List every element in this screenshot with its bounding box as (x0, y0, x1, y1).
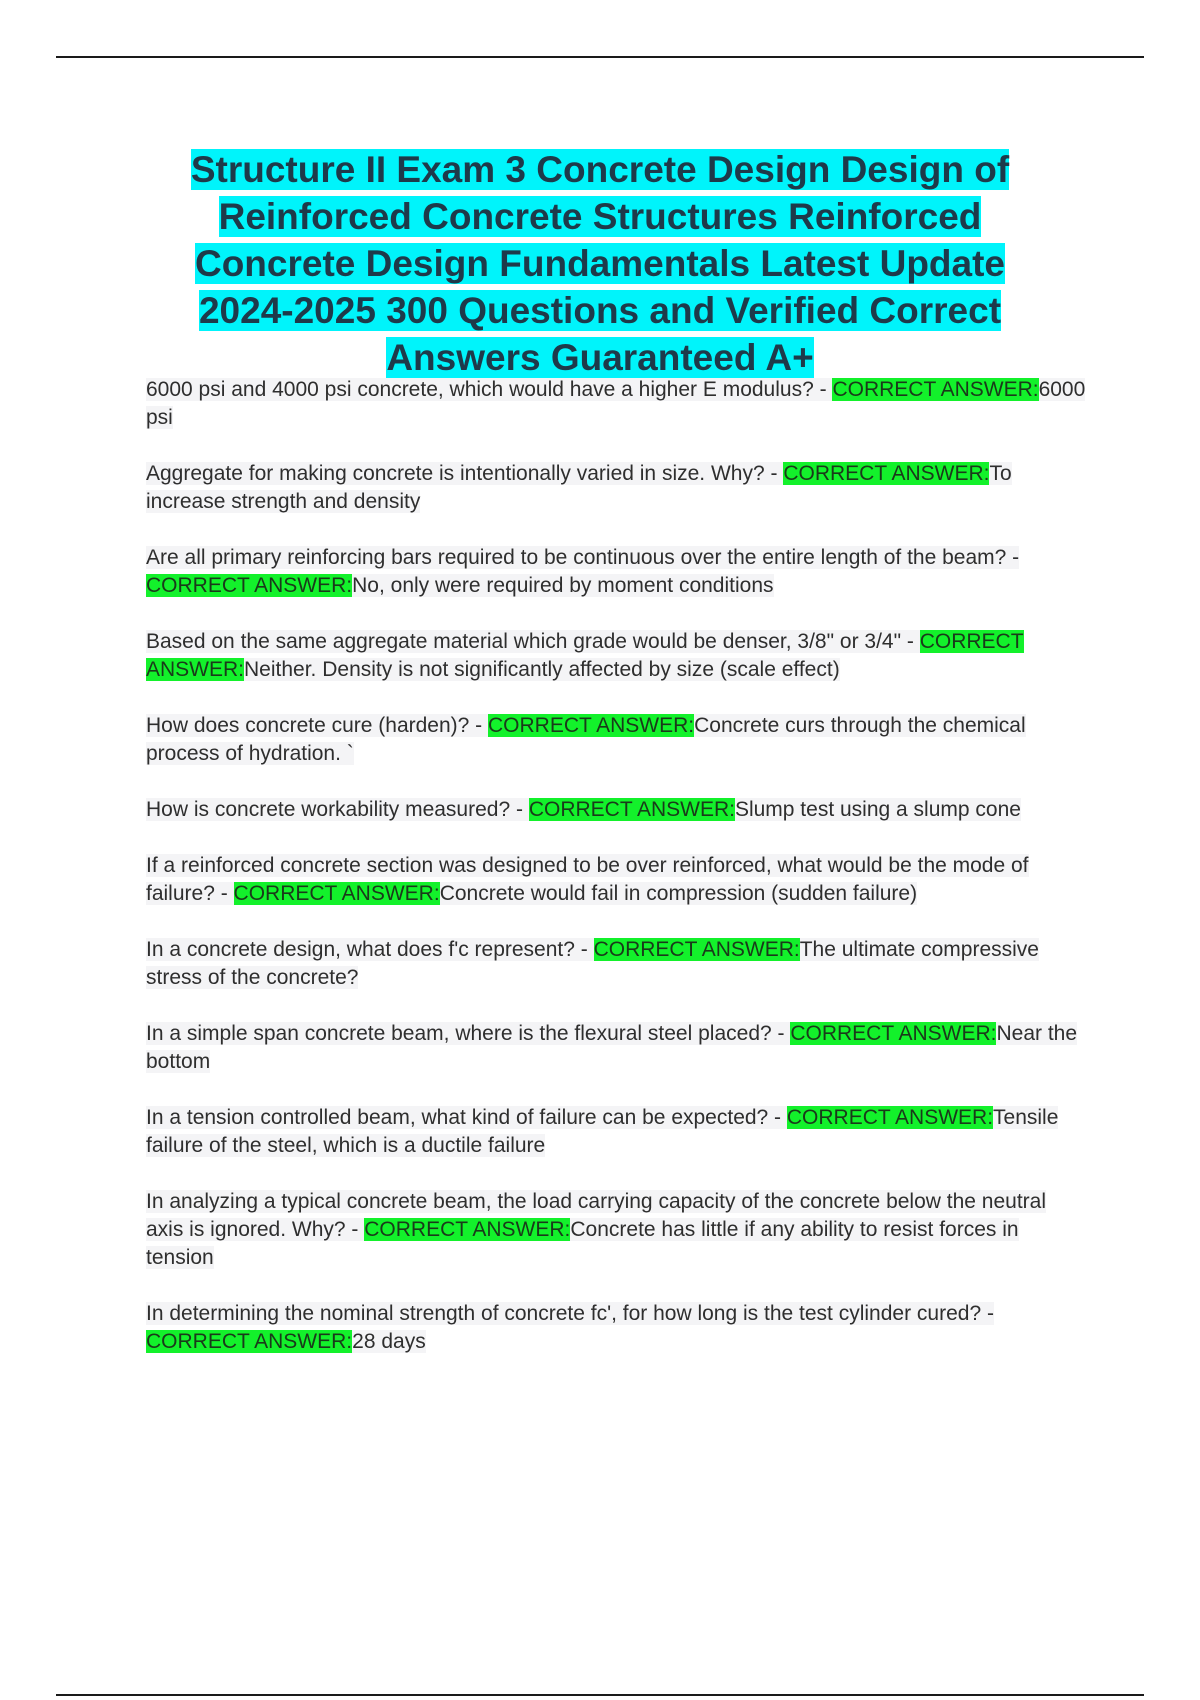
correct-answer-label: CORRECT ANSWER: (790, 1022, 997, 1045)
qa-list (146, 376, 1086, 1384)
qa-item (146, 852, 1086, 908)
qa-item (146, 544, 1086, 600)
answer-text: 28 days (352, 1330, 426, 1353)
qa-item (146, 628, 1086, 684)
correct-answer-label: CORRECT ANSWER: (146, 630, 1024, 681)
qa-item (146, 460, 1086, 516)
qa-item (146, 1020, 1086, 1076)
answer-text: The ultimate compressive stress of the concrete? (146, 938, 1039, 989)
answer-text: Neither. Density is not significantly affected by size (scale effect) (244, 658, 840, 681)
answer-text: 6000 psi (146, 378, 1086, 429)
correct-answer-label: CORRECT ANSWER: (364, 1218, 571, 1241)
answer-text: Tensile failure of the steel, which is a ductile failure (146, 1106, 1059, 1157)
answer-text: Near the bottom (146, 1022, 1078, 1073)
correct-answer-label: CORRECT ANSWER: (146, 574, 353, 597)
question-text: Based on the same aggregate material which grade would be denser, 3/8" or 3/4" - (146, 630, 920, 653)
question-text: In a concrete design, what does f'c represent? - (146, 938, 594, 961)
bottom-rule (56, 1694, 1144, 1696)
qa-item (146, 1300, 1086, 1356)
qa-item (146, 1188, 1086, 1272)
correct-answer-label: CORRECT ANSWER: (528, 798, 735, 821)
qa-item (146, 376, 1086, 432)
question-text: In determining the nominal strength of concrete fc', for how long is the test cylinder cured? - (146, 1302, 994, 1325)
answer-text: No, only were required by moment conditions (352, 574, 774, 597)
qa-item (146, 1104, 1086, 1160)
correct-answer-label: CORRECT ANSWER: (146, 1330, 353, 1353)
question-text: How does concrete cure (harden)? - (146, 714, 488, 737)
question-text: If a reinforced concrete section was designed to be over reinforced, what would be the mode of failure? - (146, 854, 1029, 905)
top-rule (56, 56, 1144, 58)
answer-text: Concrete has little if any ability to resist forces in tension (146, 1218, 1019, 1269)
correct-answer-label: CORRECT ANSWER: (786, 1106, 994, 1129)
question-text: In analyzing a typical concrete beam, the load carrying capacity of the concrete below the neutral axis is ignored. Why? - (146, 1190, 1047, 1241)
question-text: In a tension controlled beam, what kind of failure can be expected? - (146, 1106, 787, 1129)
qa-item (146, 712, 1086, 768)
question-text: How is concrete workability measured? - (146, 798, 529, 821)
question-text: Aggregate for making concrete is intentionally varied in size. Why? - (146, 462, 784, 485)
correct-answer-label: CORRECT ANSWER: (488, 714, 695, 737)
correct-answer-label: CORRECT ANSWER: (233, 882, 440, 905)
correct-answer-label: CORRECT ANSWER: (832, 378, 1039, 401)
document-title (150, 146, 1050, 381)
qa-item (146, 796, 1086, 824)
answer-text: To increase strength and density (146, 462, 1012, 513)
question-text: In a simple span concrete beam, where is the flexural steel placed? - (146, 1022, 791, 1045)
answer-text: Concrete curs through the chemical process of hydration. ` (146, 714, 1026, 765)
question-text: Are all primary reinforcing bars required to be continuous over the entire length of the beam? - (146, 546, 1020, 569)
question-text: 6000 psi and 4000 psi concrete, which would have a higher E modulus? - (146, 378, 833, 401)
correct-answer-label: CORRECT ANSWER: (783, 462, 990, 485)
qa-item (146, 936, 1086, 992)
answer-text: Concrete would fail in compression (sudden failure) (439, 882, 918, 905)
correct-answer-label: CORRECT ANSWER: (593, 938, 800, 961)
answer-text: Slump test using a slump cone (734, 798, 1021, 821)
document-title-text: Structure II Exam 3 Concrete Design Design of Reinforced Concrete Structures Reinforced Concrete Design Fundamentals Latest Update 2024-2025 300 Questions and Verified Correct Answers Guaranteed A+ (190, 149, 1010, 378)
